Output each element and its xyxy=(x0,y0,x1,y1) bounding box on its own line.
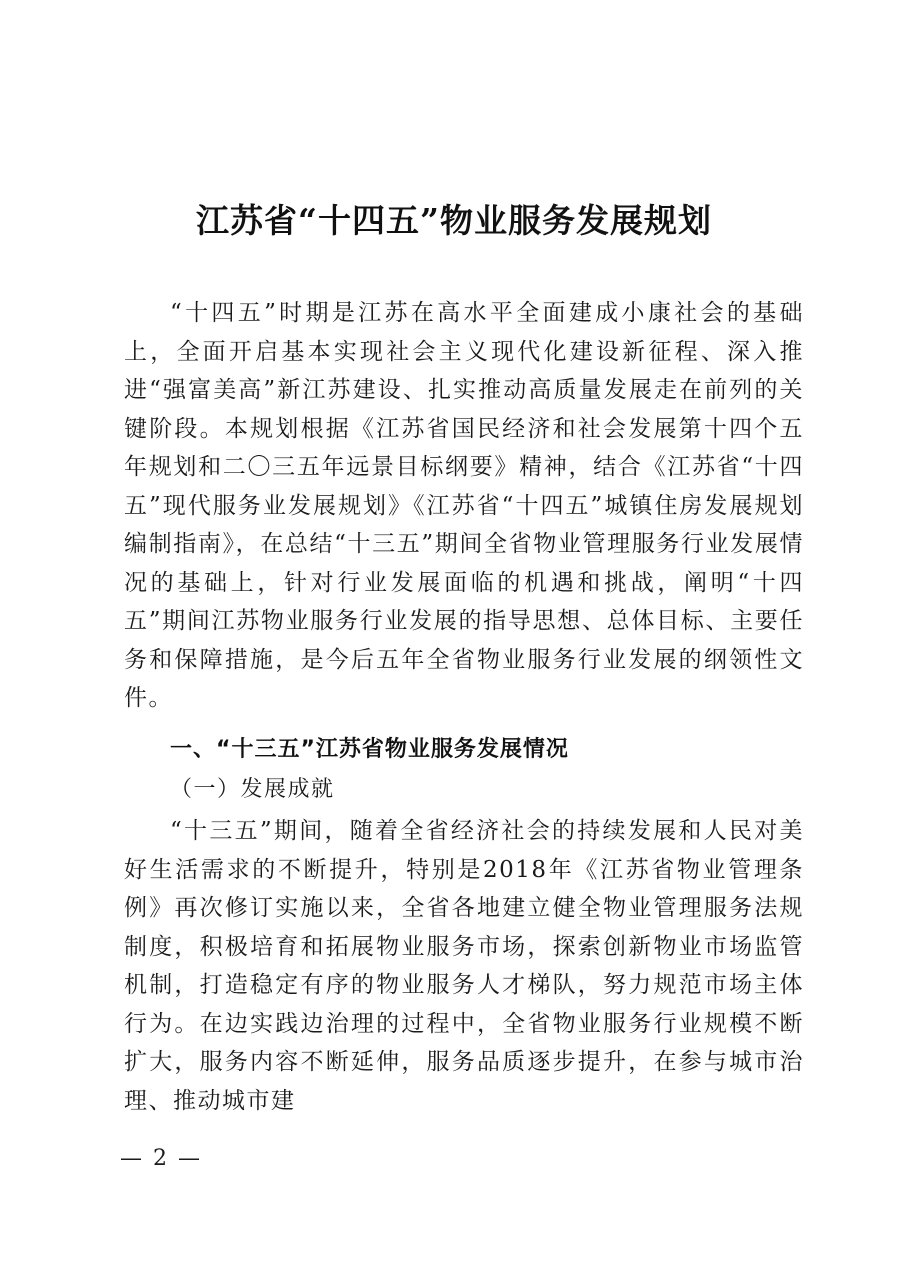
intro-paragraph: “十四五”时期是江苏在高水平全面建成小康社会的基础上，全面开启基本实现社会主义现代化建设新征程、深入推进“强富美高”新江苏建设、扎实推动高质量发展走在前列的关键阶段。本规划根据《江苏省国民经济和社会发展第十四个五年规划和二〇三五年远景目标纲要》精神，结合《江苏省“十四五”现代服务业发展规划》《江苏省“十四五”城镇住房发展规划编制指南》，在总结“十三五”期间全省物业管理服务行业发展情况的基础上，针对行业发展面临的机遇和挑战，阐明“十四五”期间江苏物业服务行业发展的指导思想、总体目标、主要任务和保障措施，是今后五年全省物业服务行业发展的纲领性文件。 xyxy=(124,300,804,711)
section-heading: 一、“十三五”江苏省物业服务发展情况 xyxy=(170,737,569,762)
intro-paragraph-block xyxy=(124,294,804,718)
page-number: — 2 — xyxy=(120,1146,202,1171)
section-paragraph: “十三五”期间，随着全省经济社会的持续发展和人民对美好生活需求的不断提升，特别是2018年《江苏省物业管理条例》再次修订实施以来，全省各地建立健全物业管理服务法规制度，积极培育和拓展物业服务市场，探索创新物业市场监管机制，打造稳定有序的物业服务人才梯队，努力规范市场主体行为。在边实践边治理的过程中，全省物业服务行业规模不断扩大，服务内容不断延伸，服务品质逐步提升，在参与城市治理、推动城市建 xyxy=(124,818,804,1114)
section-paragraph-block xyxy=(124,812,804,1120)
document-title: 江苏省“十四五”物业服务发展规划 xyxy=(196,201,712,240)
subsection-heading: （一）发展成就 xyxy=(170,777,335,802)
